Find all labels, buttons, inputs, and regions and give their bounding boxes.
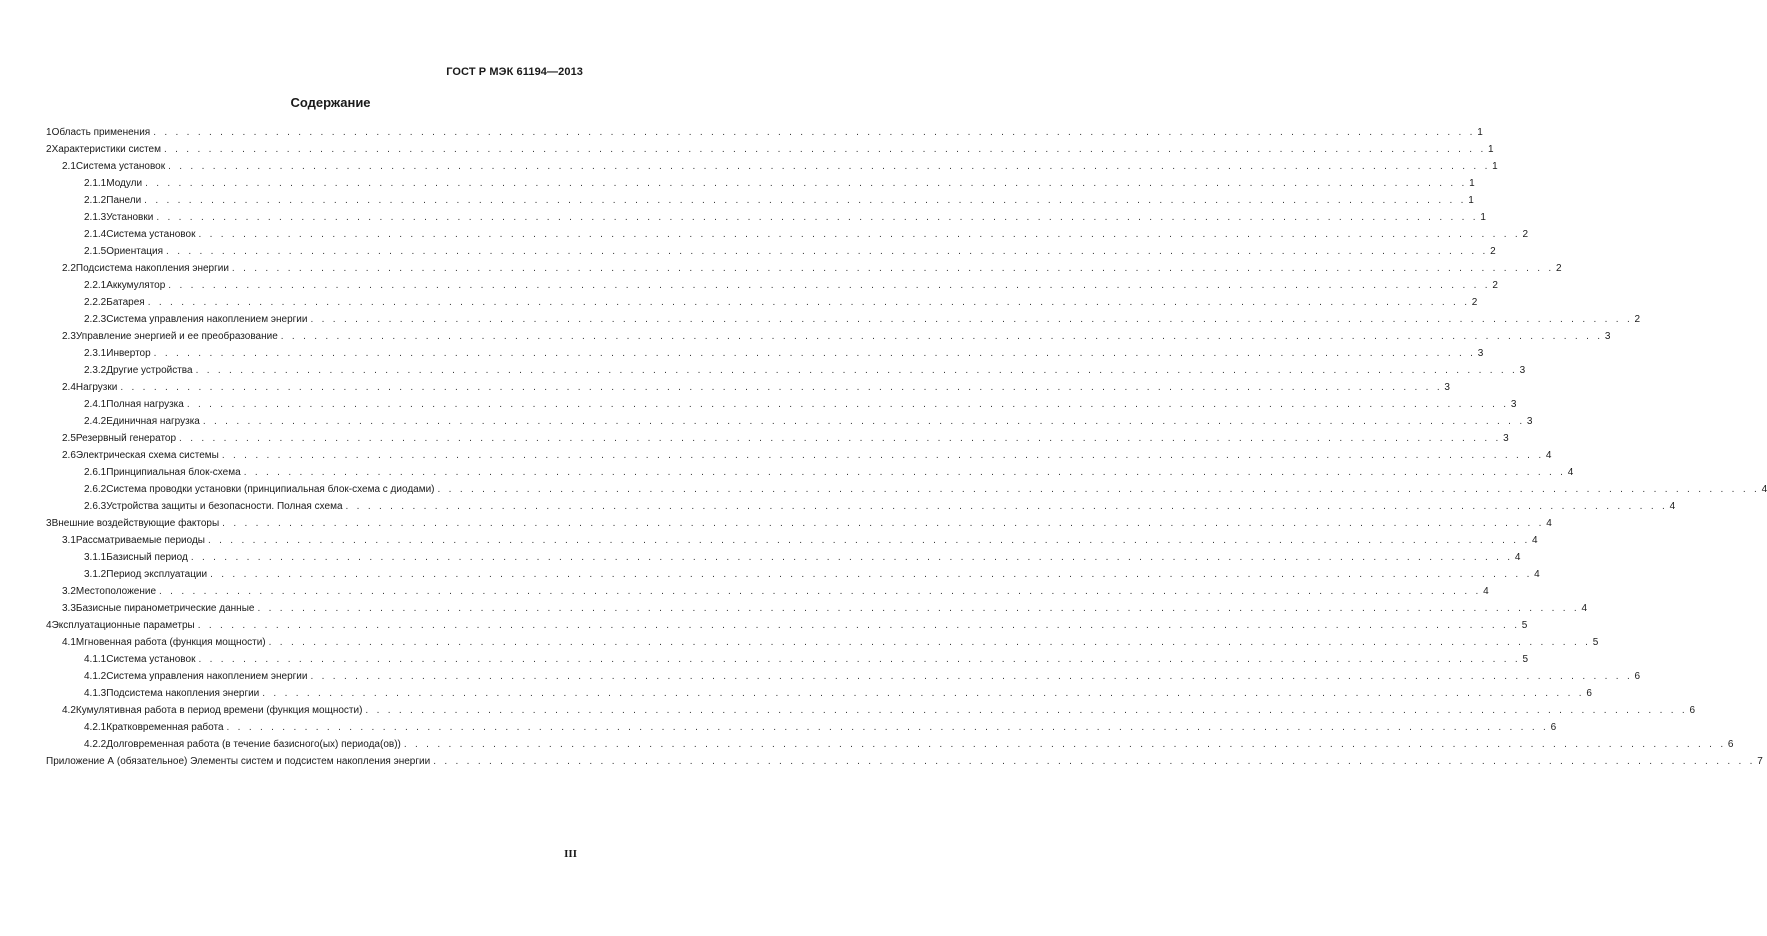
- toc-entry-page: 3: [1503, 433, 1509, 444]
- toc-entry-number: 2.1.2: [84, 195, 107, 206]
- toc-entry[interactable]: [46, 719, 1557, 736]
- toc-leader-dots: [227, 719, 1549, 736]
- toc-leader-dots: [164, 141, 1486, 158]
- toc-leader-dots: [166, 243, 1488, 260]
- toc-leader-dots: [262, 685, 1584, 702]
- toc-entry-number: 3.1: [62, 535, 76, 546]
- toc-entry-number: 4.2: [62, 705, 76, 716]
- toc-leader-dots: [210, 566, 1532, 583]
- toc-entry-page: 6: [1586, 688, 1592, 699]
- table-of-contents: [46, 124, 1767, 770]
- toc-entry-page: 2: [1522, 229, 1529, 240]
- toc-entry-page: 3: [1444, 382, 1450, 393]
- toc-entry-page: 1: [1468, 195, 1474, 206]
- toc-entry-title: Управление энергией и ее преобразование: [75, 331, 278, 342]
- toc-entry-page: 6: [1550, 722, 1557, 733]
- toc-entry[interactable]: [46, 226, 1529, 243]
- toc-leader-dots: [168, 277, 1490, 294]
- toc-entry-page: 3: [1604, 331, 1611, 342]
- toc-entry[interactable]: [46, 753, 1763, 770]
- toc-entry-title: Эксплуатационные параметры: [51, 620, 195, 631]
- toc-entry-title: Батарея: [106, 297, 145, 308]
- toc-entry-title: Подсистема накопления энергии: [106, 688, 260, 699]
- toc-entry-number: 2.3.1: [84, 348, 107, 359]
- toc-entry-title: Система установок: [106, 229, 196, 240]
- toc-entry-number: 3: [46, 518, 52, 529]
- toc-entry-number: 2.6.2: [84, 484, 107, 495]
- toc-entry[interactable]: [46, 447, 1552, 464]
- toc-leader-dots: [310, 668, 1632, 685]
- toc-entry[interactable]: [46, 668, 1641, 685]
- toc-entry-title: Область применения: [51, 127, 151, 138]
- toc-leader-dots: [159, 583, 1481, 600]
- toc-leader-dots: [153, 124, 1475, 141]
- toc-entry[interactable]: [46, 617, 1528, 634]
- toc-entry[interactable]: [46, 328, 1611, 345]
- toc-entry-title: Внешние воздействующие факторы: [51, 518, 220, 529]
- toc-entry[interactable]: [46, 515, 1552, 532]
- toc-entry-number: 2.3: [62, 331, 76, 342]
- toc-entry-number: 2.5: [62, 433, 76, 444]
- toc-entry-title: Рассматриваемые периоды: [75, 535, 205, 546]
- toc-entry[interactable]: [46, 158, 1498, 175]
- toc-entry-title: Модули: [106, 178, 143, 189]
- toc-entry[interactable]: [46, 277, 1498, 294]
- toc-entry-page: 4: [1669, 501, 1676, 512]
- toc-entry-page: 1: [1480, 212, 1486, 223]
- toc-entry-title: Система установок: [75, 161, 166, 172]
- toc-entry[interactable]: [46, 311, 1641, 328]
- toc-entry[interactable]: [46, 583, 1489, 600]
- toc-entry-number: 2.6.1: [84, 467, 107, 478]
- toc-entry-number: 2.4.2: [84, 416, 107, 427]
- toc-leader-dots: [154, 345, 1476, 362]
- toc-entry-page: 3: [1526, 416, 1533, 427]
- toc-entry-title: Резервный генератор: [75, 433, 177, 444]
- toc-entry[interactable]: [46, 430, 1509, 447]
- toc-entry-page: 4: [1581, 603, 1588, 614]
- toc-entry[interactable]: [46, 396, 1517, 413]
- toc-entry-title: Инвертор: [106, 348, 151, 359]
- toc-entry-number: 2.3.2: [84, 365, 107, 376]
- toc-leader-dots: [404, 736, 1726, 753]
- toc-entry-number: 2.4.1: [84, 399, 107, 410]
- toc-entry-title: Система проводки установки (принципиальная блок-схема с диодами): [106, 484, 435, 495]
- toc-entry[interactable]: [46, 549, 1521, 566]
- toc-entry-page: 1: [1469, 178, 1475, 189]
- toc-entry[interactable]: [46, 566, 1540, 583]
- toc-entry-title: Долговременная работа (в течение базисного(ых) периода(ов)): [106, 739, 401, 750]
- toc-entry-number: 2.1.3: [84, 212, 107, 223]
- toc-entry-number: 4.1.3: [84, 688, 107, 699]
- toc-entry[interactable]: [46, 481, 1767, 498]
- toc-leader-dots: [365, 702, 1687, 719]
- toc-leader-dots: [222, 447, 1544, 464]
- toc-entry-page: 1: [1477, 127, 1483, 138]
- document-standard-header: ГОСТ Р МЭК 61194—2013: [446, 66, 583, 78]
- toc-entry-page: 4: [1534, 569, 1540, 580]
- toc-entry-number: 1: [46, 127, 52, 138]
- toc-entry-page: 1: [1492, 161, 1498, 172]
- toc-leader-dots: [438, 481, 1760, 498]
- toc-entry-page: 6: [1689, 705, 1696, 716]
- toc-entry-page: 3: [1477, 348, 1484, 359]
- toc-leader-dots: [281, 328, 1603, 345]
- toc-entry-page: 4: [1761, 484, 1767, 495]
- toc-entry[interactable]: [46, 362, 1526, 379]
- toc-entry-number: 2.6: [62, 450, 76, 461]
- toc-entry[interactable]: [46, 243, 1496, 260]
- toc-entry-title: Панели: [106, 195, 142, 206]
- toc-leader-dots: [203, 413, 1525, 430]
- toc-entry-title: Местоположение: [75, 586, 157, 597]
- toc-entry-page: 1: [1488, 144, 1494, 155]
- toc-entry-title: Другие устройства: [106, 365, 193, 376]
- toc-entry-number: 3.1.2: [84, 569, 107, 580]
- toc-entry[interactable]: [46, 413, 1533, 430]
- toc-entry-number: 4.1.1: [84, 654, 107, 665]
- toc-entry[interactable]: [46, 345, 1484, 362]
- toc-entry[interactable]: [46, 260, 1562, 277]
- toc-entry-number: 2.6.3: [84, 501, 107, 512]
- toc-leader-dots: [187, 396, 1509, 413]
- toc-entry[interactable]: [46, 685, 1592, 702]
- toc-leader-dots: [310, 311, 1632, 328]
- toc-entry-number: 2.1.5: [84, 246, 107, 257]
- toc-entry-number: 4.1.2: [84, 671, 107, 682]
- toc-entry[interactable]: [46, 736, 1734, 753]
- toc-entry[interactable]: [46, 379, 1450, 396]
- toc-entry-title: Период эксплуатации: [106, 569, 208, 580]
- toc-entry-page: 3: [1519, 365, 1526, 376]
- toc-entry-number: 2.4: [62, 382, 76, 393]
- toc-entry-number: 3.3: [62, 603, 76, 614]
- toc-entry-page: 4: [1546, 518, 1552, 529]
- page-number: III: [564, 848, 577, 860]
- toc-entry[interactable]: [46, 702, 1696, 719]
- toc-leader-dots: [156, 209, 1478, 226]
- toc-entry-number: 3.1.1: [84, 552, 107, 563]
- toc-entry-page: 5: [1592, 637, 1599, 648]
- toc-entry-title: Устройства защиты и безопасности. Полная схема: [106, 501, 343, 512]
- toc-leader-dots: [232, 260, 1554, 277]
- toc-entry-page: 2: [1490, 246, 1496, 257]
- toc-entry-page: 4: [1514, 552, 1521, 563]
- toc-leader-dots: [198, 651, 1520, 668]
- toc-entry-number: 4.2.2: [84, 739, 107, 750]
- toc-entry-title: Кумулятивная работа в период времени (функция мощности): [75, 705, 363, 716]
- toc-entry-number: 2.1.1: [84, 178, 107, 189]
- toc-leader-dots: [257, 600, 1579, 617]
- toc-leader-dots: [208, 532, 1530, 549]
- toc-entry[interactable]: [46, 634, 1599, 651]
- toc-leader-dots: [191, 549, 1513, 566]
- toc-entry-page: 2: [1555, 263, 1562, 274]
- toc-entry-page: 6: [1634, 671, 1641, 682]
- toc-entry-page: 6: [1727, 739, 1734, 750]
- toc-entry-number: 3.2: [62, 586, 76, 597]
- toc-entry-title: Нагрузки: [75, 382, 118, 393]
- toc-entry-title: Принципиальная блок-схема: [106, 467, 241, 478]
- toc-leader-dots: [433, 753, 1755, 770]
- toc-entry-title: Аккумулятор: [106, 280, 166, 291]
- toc-entry[interactable]: [46, 141, 1494, 158]
- toc-entry[interactable]: [46, 192, 1474, 209]
- toc-entry-number: 2.1.4: [84, 229, 107, 240]
- toc-entry-number: 2: [46, 144, 52, 155]
- toc-entry-page: 4: [1532, 535, 1538, 546]
- toc-entry-page: 7: [1757, 756, 1763, 767]
- toc-entry-number: 2.2: [62, 263, 76, 274]
- toc-entry-number: 2.2.3: [84, 314, 107, 325]
- toc-leader-dots: [244, 464, 1566, 481]
- toc-entry-number: 2.2.1: [84, 280, 107, 291]
- toc-leader-dots: [168, 158, 1490, 175]
- toc-entry-title: Единичная нагрузка: [106, 416, 200, 427]
- toc-leader-dots: [179, 430, 1501, 447]
- toc-entry[interactable]: [46, 209, 1486, 226]
- toc-leader-dots: [346, 498, 1668, 515]
- toc-entry-page: 4: [1567, 467, 1574, 478]
- toc-entry-title: Установки: [106, 212, 154, 223]
- toc-entry-page: 4: [1545, 450, 1552, 461]
- toc-entry-title: Система управления накоплением энергии: [106, 314, 308, 325]
- toc-leader-dots: [120, 379, 1442, 396]
- toc-entry-number: 2.1: [62, 161, 76, 172]
- toc-entry-title: Система управления накоплением энергии: [106, 671, 308, 682]
- toc-leader-dots: [269, 634, 1591, 651]
- toc-entry-number: 4.1: [62, 637, 76, 648]
- toc-entry-title: Мгновенная работа (функция мощности): [75, 637, 266, 648]
- toc-leader-dots: [148, 294, 1470, 311]
- toc-entry-number: 2.2.2: [84, 297, 107, 308]
- toc-entry-page: 5: [1521, 620, 1528, 631]
- toc-entry[interactable]: [46, 294, 1478, 311]
- toc-entry-page: 2: [1634, 314, 1641, 325]
- toc-entry[interactable]: [46, 498, 1676, 515]
- toc-leader-dots: [198, 226, 1520, 243]
- toc-leader-dots: [222, 515, 1544, 532]
- page-title: Содержание: [290, 95, 371, 110]
- toc-entry[interactable]: [46, 600, 1588, 617]
- toc-entry-page: 2: [1492, 280, 1498, 291]
- toc-entry-page: 5: [1522, 654, 1529, 665]
- toc-entry-number: 4.2.1: [84, 722, 107, 733]
- toc-entry[interactable]: [46, 175, 1475, 192]
- toc-entry-title: Базисные пиранометрические данные: [75, 603, 255, 614]
- toc-entry[interactable]: [46, 651, 1529, 668]
- toc-entry-title: Кратковременная работа: [106, 722, 224, 733]
- toc-entry-page: 4: [1483, 586, 1489, 597]
- toc-entry-title: Характеристики систем: [51, 144, 161, 155]
- toc-entry-title: Полная нагрузка: [106, 399, 184, 410]
- toc-entry-title: Базисный период: [106, 552, 188, 563]
- toc-entry-title: Система установок: [106, 654, 196, 665]
- toc-entry-title: Электрическая схема системы: [75, 450, 219, 461]
- toc-entry[interactable]: [46, 124, 1483, 141]
- toc-entry-number: 4: [46, 620, 52, 631]
- toc-entry-page: 3: [1510, 399, 1517, 410]
- toc-entry-title: Ориентация: [106, 246, 164, 257]
- toc-entry-title: Подсистема накопления энергии: [75, 263, 229, 274]
- toc-leader-dots: [196, 362, 1518, 379]
- toc-leader-dots: [145, 175, 1467, 192]
- toc-entry[interactable]: [46, 464, 1574, 481]
- toc-leader-dots: [144, 192, 1466, 209]
- toc-leader-dots: [198, 617, 1520, 634]
- toc-entry-title: Приложение А (обязательное) Элементы систем и подсистем накопления энергии: [46, 756, 431, 767]
- toc-entry[interactable]: [46, 532, 1538, 549]
- toc-entry-page: 2: [1471, 297, 1478, 308]
